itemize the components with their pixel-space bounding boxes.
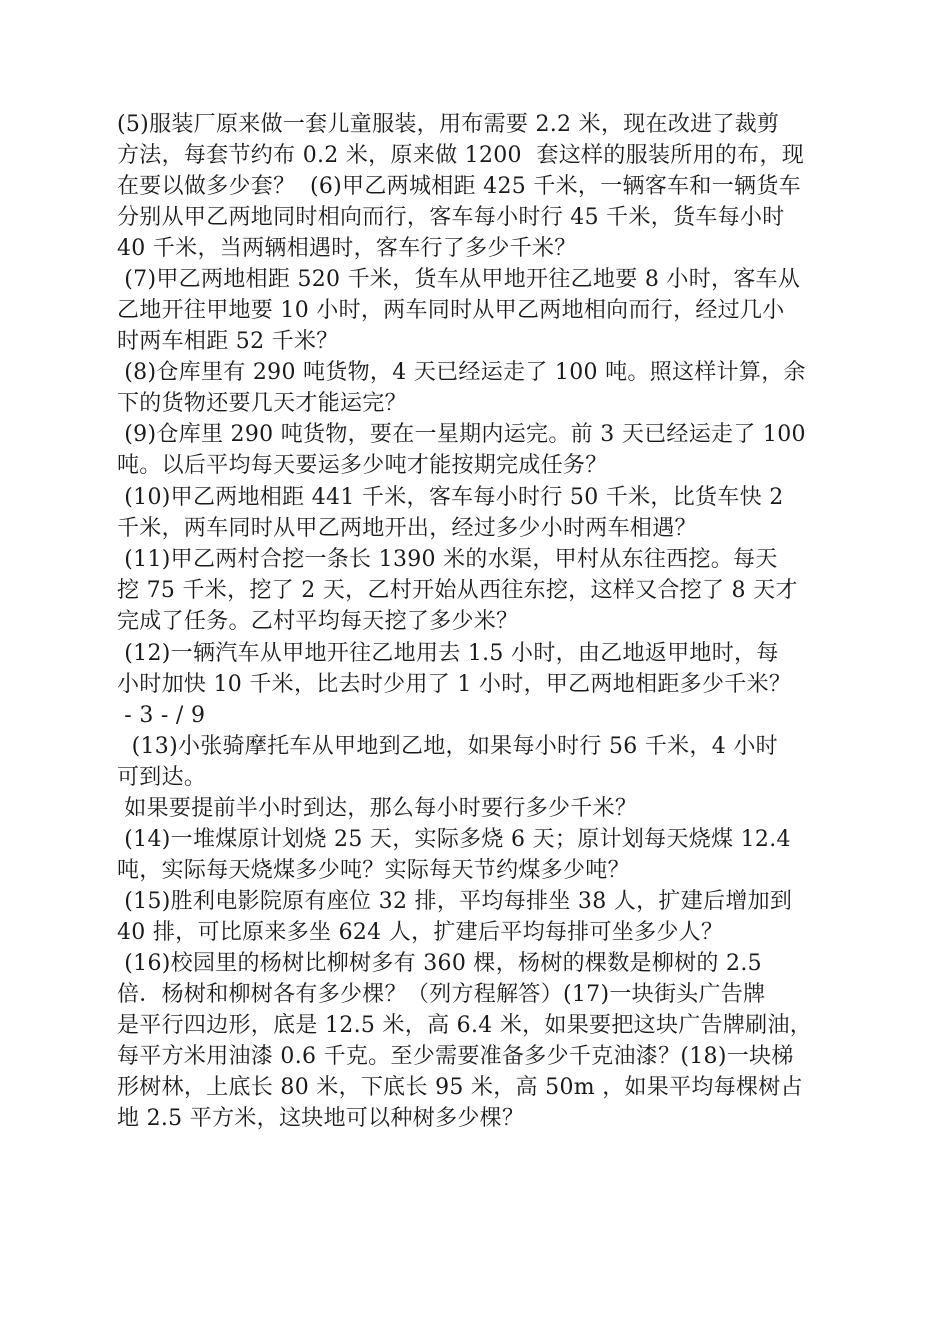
text-line: 吨。以后平均每天要运多少吨才能按期完成任务？ <box>117 453 608 478</box>
text-line: 在要以做多少套？ (6)甲乙两城相距 425 千米，一辆客车和一辆货车 <box>117 174 801 199</box>
text-line: 是平行四边形，底是 12.5 米，高 6.4 米，如果要把这块广告牌刷油， <box>117 1013 813 1038</box>
text-line: 分别从甲乙两地同时相向而行，客车每小时行 45 千米，货车每小时 <box>117 205 785 230</box>
text-line: 倍．杨树和柳树各有多少棵？（列方程解答）(17)一块街头广告牌 <box>117 982 766 1007</box>
text-line: (14)一堆煤原计划烧 25 天，实际多烧 6 天；原计划每天烧煤 12.4 <box>117 827 791 852</box>
text-line: 时两车相距 52 千米？ <box>117 329 339 354</box>
text-line: (11)甲乙两村合挖一条长 1390 米的水渠，甲村从东往西挖。每天 <box>117 547 778 572</box>
text-line: 每平方米用油漆 0.6 千克。至少需要准备多少千克油漆？(18)一块梯 <box>117 1044 794 1069</box>
text-line: 千米，两车同时从甲乙两地开出，经过多少小时两车相遇？ <box>117 516 697 541</box>
text-line: (10)甲乙两地相距 441 千米，客车每小时行 50 千米，比货车快 2 <box>117 485 784 510</box>
text-line: 小时加快 10 千米，比去时少用了 1 小时，甲乙两地相距多少千米？ <box>117 672 792 697</box>
text-line: (13)小张骑摩托车从甲地到乙地，如果每小时行 56 千米，4 小时 <box>117 734 778 759</box>
text-line: 40 排，可比原来多坐 624 人，扩建后平均每排可坐多少人？ <box>117 920 724 945</box>
page-number: - 3 - / 9 <box>117 703 206 728</box>
text-line: 方法，每套节约布 0.2 米，原来做 1200 套这样的服装所用的布，现 <box>117 143 805 168</box>
text-line: 地 2.5 平方米，这块地可以种树多少棵？ <box>117 1106 525 1131</box>
text-line: 吨，实际每天烧煤多少吨？实际每天节约煤多少吨？ <box>117 858 630 883</box>
text-line: (8)仓库里有 290 吨货物，4 天已经运走了 100 吨。照这样计算，余 <box>117 360 806 385</box>
text-line: 如果要提前半小时到达，那么每小时要行多少千米？ <box>117 796 638 821</box>
text-line: (5)服装厂原来做一套儿童服装，用布需要 2.2 米，现在改进了裁剪 <box>117 112 780 137</box>
text-line: (16)校园里的杨树比柳树多有 360 棵，杨树的棵数是柳树的 2.5 <box>117 951 762 976</box>
text-line: 40 千米，当两辆相遇时，客车行了多少千米？ <box>117 236 577 261</box>
text-line: 挖 75 千米，挖了 2 天，乙村开始从西往东挖，这样又合挖了 8 天才 <box>117 578 798 603</box>
text-line: (9)仓库里 290 吨货物，要在一星期内运完。前 3 天已经运走了 100 <box>117 422 806 447</box>
text-line: (15)胜利电影院原有座位 32 排，平均每排坐 38 人，扩建后增加到 <box>117 889 793 914</box>
text-line: (7)甲乙两地相距 520 千米，货车从甲地开往乙地要 8 小时，客车从 <box>117 267 801 292</box>
text-line: 完成了任务。乙村平均每天挖了多少米？ <box>117 609 519 634</box>
text-line: 形树林，上底长 80 米，下底长 95 米，高 50m ，如果平均每棵树占 <box>117 1075 803 1100</box>
text-line: (12)一辆汽车从甲地开往乙地用去 1.5 小时，由乙地返甲地时，每 <box>117 641 779 666</box>
text-line: 下的货物还要几天才能运完？ <box>117 391 407 416</box>
text-line: 乙地开往甲地要 10 小时，两车同时从甲乙两地相向而行，经过几小 <box>117 298 785 323</box>
text-line: 可到达。 <box>117 765 207 790</box>
